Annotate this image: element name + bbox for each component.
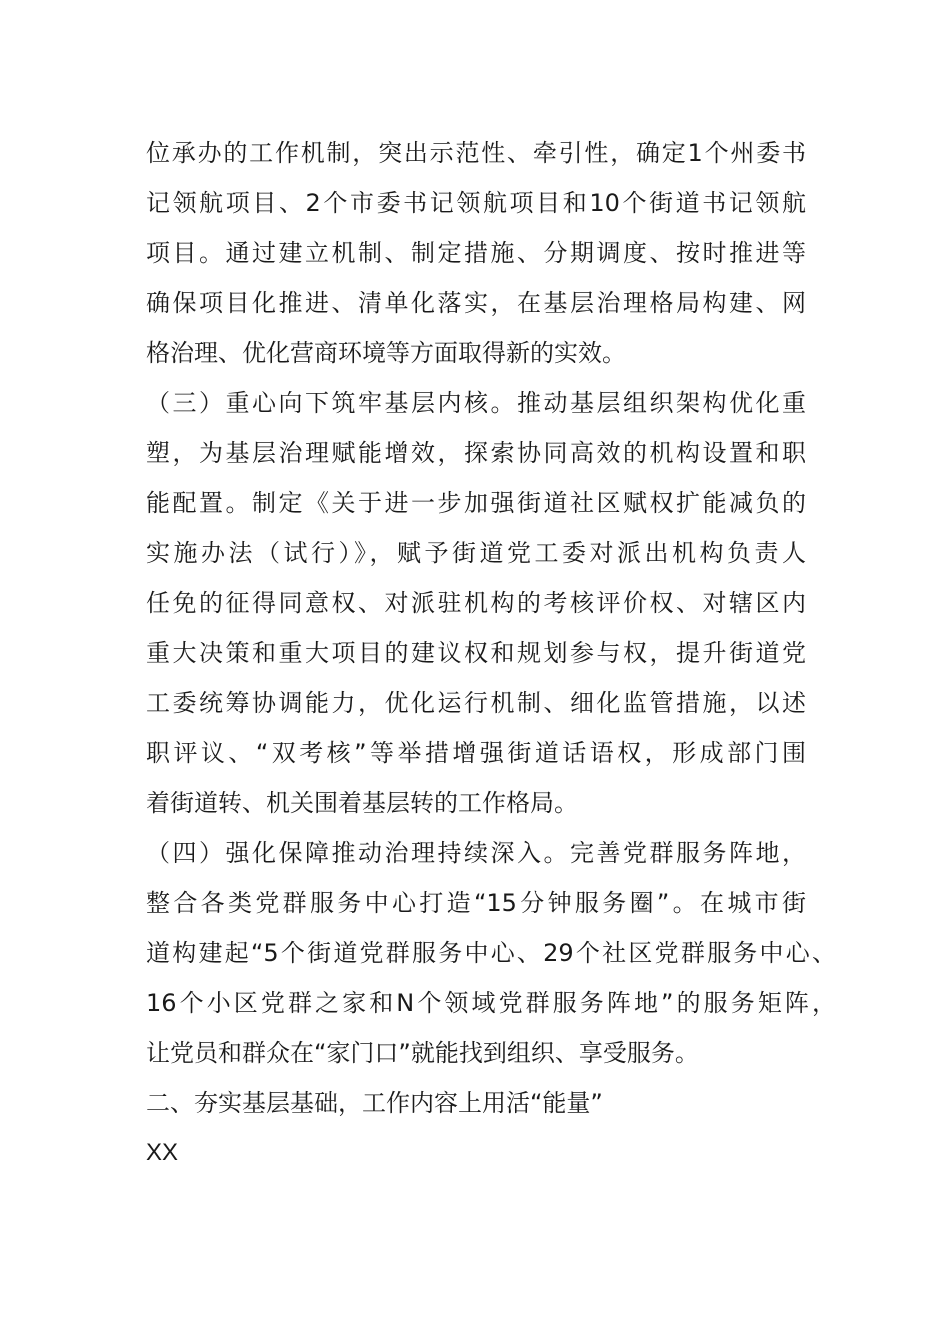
text-line-2: 记领航项目、2个市委书记领航项目和10个街道书记领航 (146, 189, 806, 217)
text-line-3: 项目。通过建立机制、制定措施、分期调度、按时推进等 (146, 239, 806, 267)
text-line-14: 着街道转、机关围着基层转的工作格局。 (146, 789, 578, 817)
text-line-4: 确保项目化推进、清单化落实，在基层治理格局构建、网 (146, 289, 806, 317)
section-heading-4: （四）强化保障推动治理持续深入。完善党群服务阵地， (146, 839, 806, 867)
section-heading-3: （三）重心向下筑牢基层内核。推动基层组织架构优化重 (146, 389, 806, 417)
text-line-18: 16个小区党群之家和N个领域党群服务阵地”的服务矩阵， (146, 989, 836, 1017)
document-body (146, 128, 836, 1178)
text-line-19: 让党员和群众在“家门口”就能找到组织、享受服务。 (146, 1039, 699, 1067)
text-line-12: 工委统筹协调能力，优化运行机制、细化监管措施，以述 (146, 689, 806, 717)
text-line-5: 格治理、优化营商环境等方面取得新的实效。 (146, 339, 626, 367)
text-line-1: 位承办的工作机制，突出示范性、牵引性，确定1个州委书 (146, 139, 806, 167)
text-line-13: 职评议、“双考核”等举措增强街道话语权，形成部门围 (146, 739, 806, 767)
text-line-17: 道构建起“5个街道党群服务中心、29个社区党群服务中心、 (146, 939, 836, 967)
text-line-16: 整合各类党群服务中心打造“15分钟服务圈”。在城市街 (146, 889, 806, 917)
placeholder-text: XX (146, 1139, 179, 1166)
text-line-7: 塑，为基层治理赋能增效，探索协同高效的机构设置和职 (146, 439, 806, 467)
text-line-8: 能配置。制定《关于进一步加强街道社区赋权扩能减负的 (146, 489, 806, 517)
text-line-10: 任免的征得同意权、对派驻机构的考核评价权、对辖区内 (146, 589, 806, 617)
text-line-9: 实施办法（试行）》，赋予街道党工委对派出机构负责人 (146, 539, 806, 567)
text-line-11: 重大决策和重大项目的建议权和规划参与权，提升街道党 (146, 639, 806, 667)
chapter-heading-2: 二、夯实基层基础，工作内容上用活“能量” (146, 1089, 603, 1117)
